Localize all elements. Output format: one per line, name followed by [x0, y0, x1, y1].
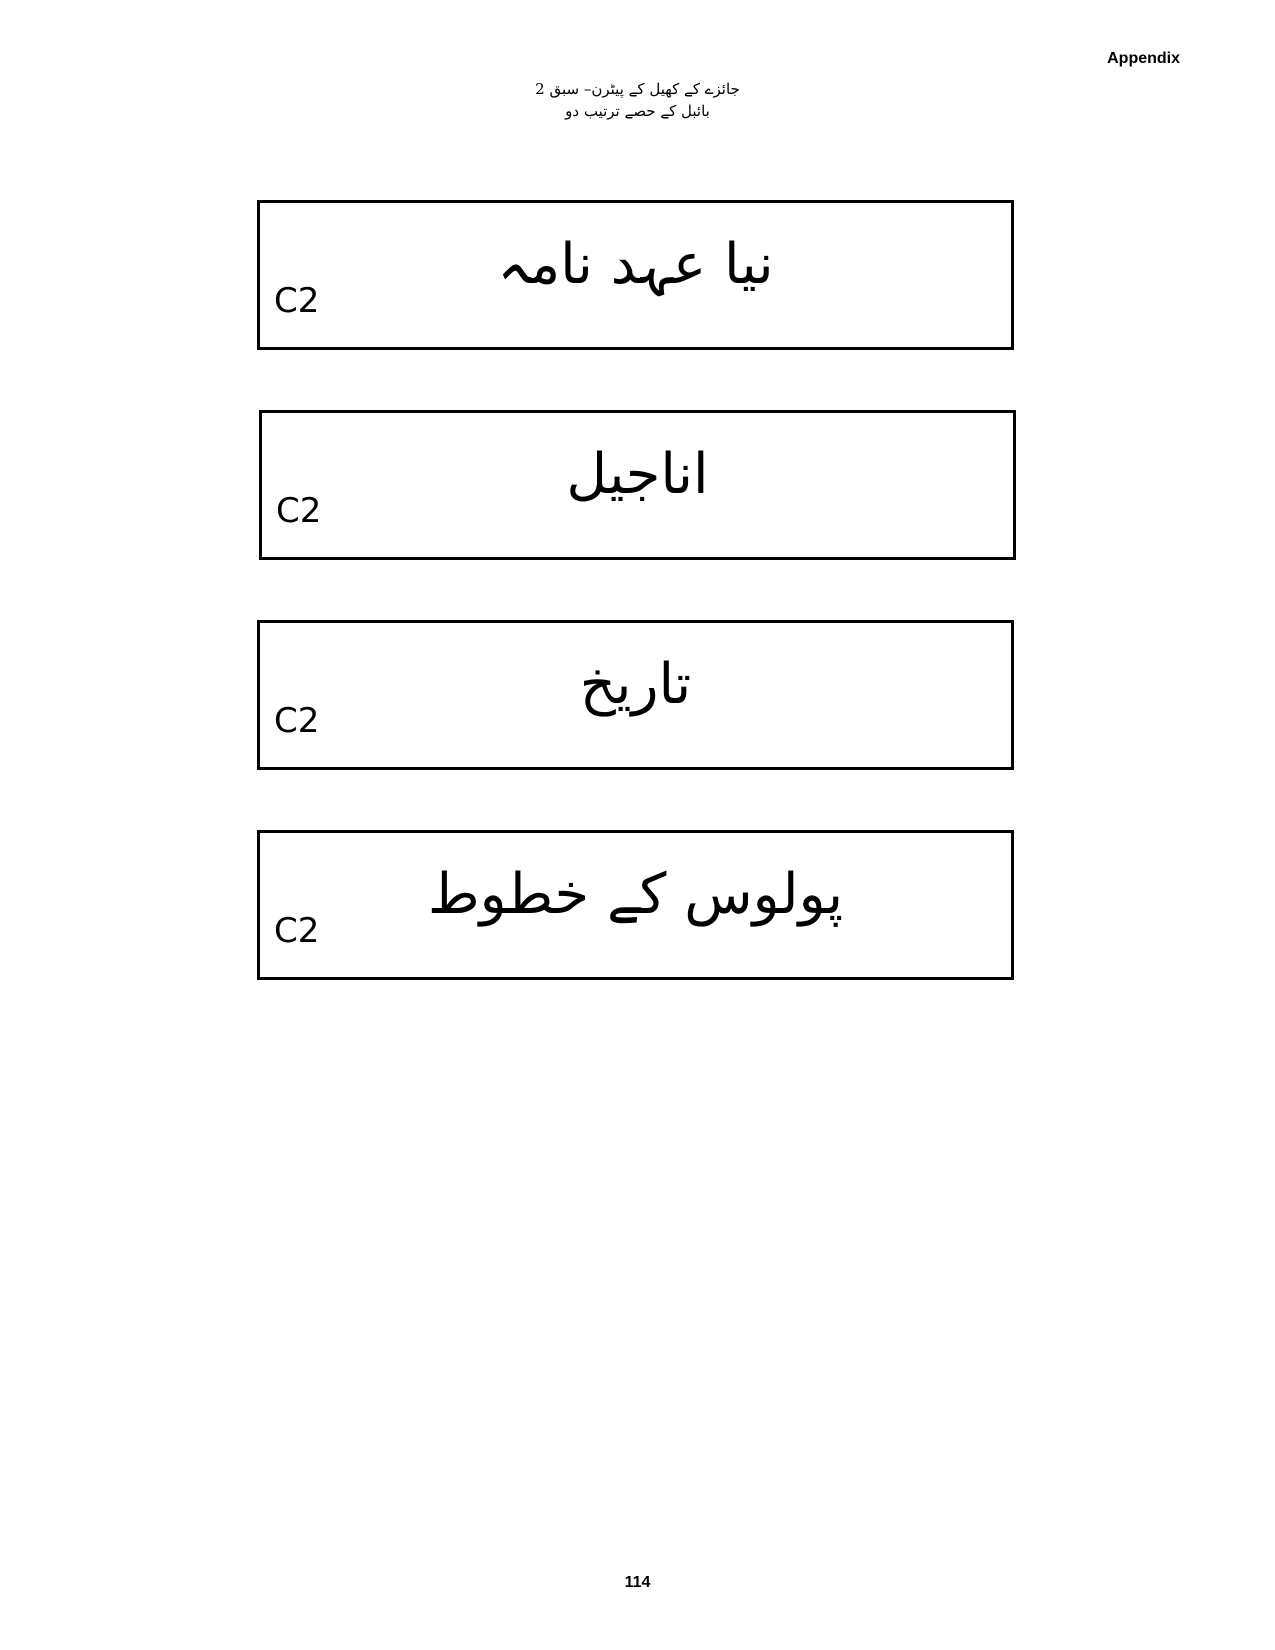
card-word: اناجیل	[566, 442, 709, 507]
card-word: تاریخ	[579, 652, 692, 717]
card-word: پولوس کے خطوط	[427, 862, 844, 927]
page-header	[0, 78, 1275, 122]
card-code: C2	[274, 911, 320, 951]
header-subtitle: بائبل کے حصے ترتیب دو	[565, 102, 710, 120]
card-code: C2	[274, 281, 320, 321]
header-title: جائزے کے کھیل کے پیٹرن– سبق 2	[535, 80, 740, 98]
appendix-label: Appendix	[1107, 50, 1180, 67]
page-number: 114	[624, 1574, 651, 1591]
card-2	[259, 410, 1016, 560]
card-1	[257, 200, 1014, 350]
card-4	[257, 830, 1014, 980]
card-code: C2	[274, 701, 320, 741]
card-3	[257, 620, 1014, 770]
card-word: نیا عہد نامہ	[497, 232, 774, 297]
card-code: C2	[276, 491, 322, 531]
